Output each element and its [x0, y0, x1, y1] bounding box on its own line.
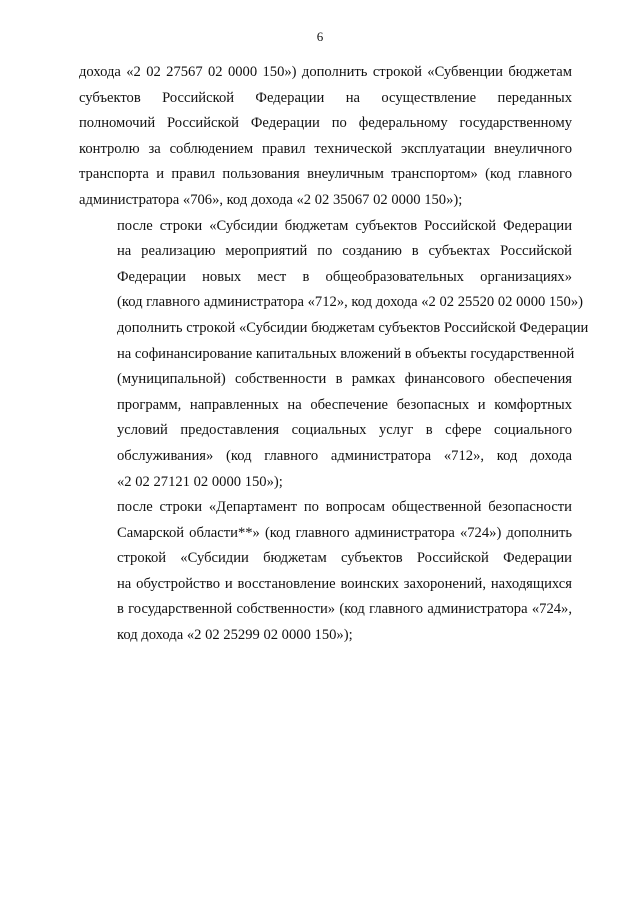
- paragraph: [79, 214, 589, 496]
- text-line: после строки «Субсидии бюджетам субъектов Российской Федерации: [117, 217, 572, 234]
- text-line: полномочий Российской Федерации по федеральному государственному: [79, 115, 572, 132]
- text-line: программ, направленных на обеспечение безопасных и комфортных: [117, 396, 572, 413]
- text-line: на реализацию мероприятий по созданию в субъектах Российской: [117, 243, 572, 260]
- text-line: субъектов Российской Федерации на осуществление переданных: [79, 89, 572, 106]
- document-body: [79, 60, 589, 649]
- text-line: обслуживания» (код главного администратора «712», код дохода: [117, 447, 572, 464]
- paragraph: [79, 60, 572, 214]
- text-line: код дохода «2 02 25299 02 0000 150»);: [117, 627, 353, 644]
- text-line: транспорта и правил пользования внеуличным транспортом» (код главного: [79, 166, 572, 183]
- paragraph: [79, 495, 572, 649]
- text-line: (муниципальной) собственности в рамках финансового обеспечения: [117, 371, 572, 388]
- text-line: условий предоставления социальных услуг в сфере социального: [117, 422, 572, 439]
- text-line: в государственной собственности» (код главного администратора «724»,: [117, 601, 572, 618]
- text-line: после строки «Департамент по вопросам общественной безопасности: [117, 499, 572, 516]
- text-line: Федерации новых мест в общеобразовательных организациях»: [117, 268, 572, 285]
- page-number: 6: [316, 29, 324, 44]
- text-line: дополнить строкой «Субсидии бюджетам субъектов Российской Федерации: [117, 319, 589, 336]
- text-line: на софинансирование капитальных вложений в объекты государственной: [117, 345, 575, 362]
- text-line: контролю за соблюдением правил технической эксплуатации внеуличного: [79, 140, 572, 157]
- text-line: (код главного администратора «712», код дохода «2 02 25520 02 0000 150»): [117, 294, 583, 311]
- text-line: «2 02 27121 02 0000 150»);: [117, 473, 283, 490]
- text-line: дохода «2 02 27567 02 0000 150») дополнить строкой «Субвенции бюджетам: [79, 64, 572, 80]
- text-line: на обустройство и восстановление воинских захоронений, находящихся: [117, 575, 572, 592]
- text-line: строкой «Субсидии бюджетам субъектов Российской Федерации: [117, 550, 572, 567]
- text-line: администратора «706», код дохода «2 02 35067 02 0000 150»);: [79, 191, 463, 208]
- text-line: Самарской области**» (код главного администратора «724») дополнить: [117, 524, 572, 541]
